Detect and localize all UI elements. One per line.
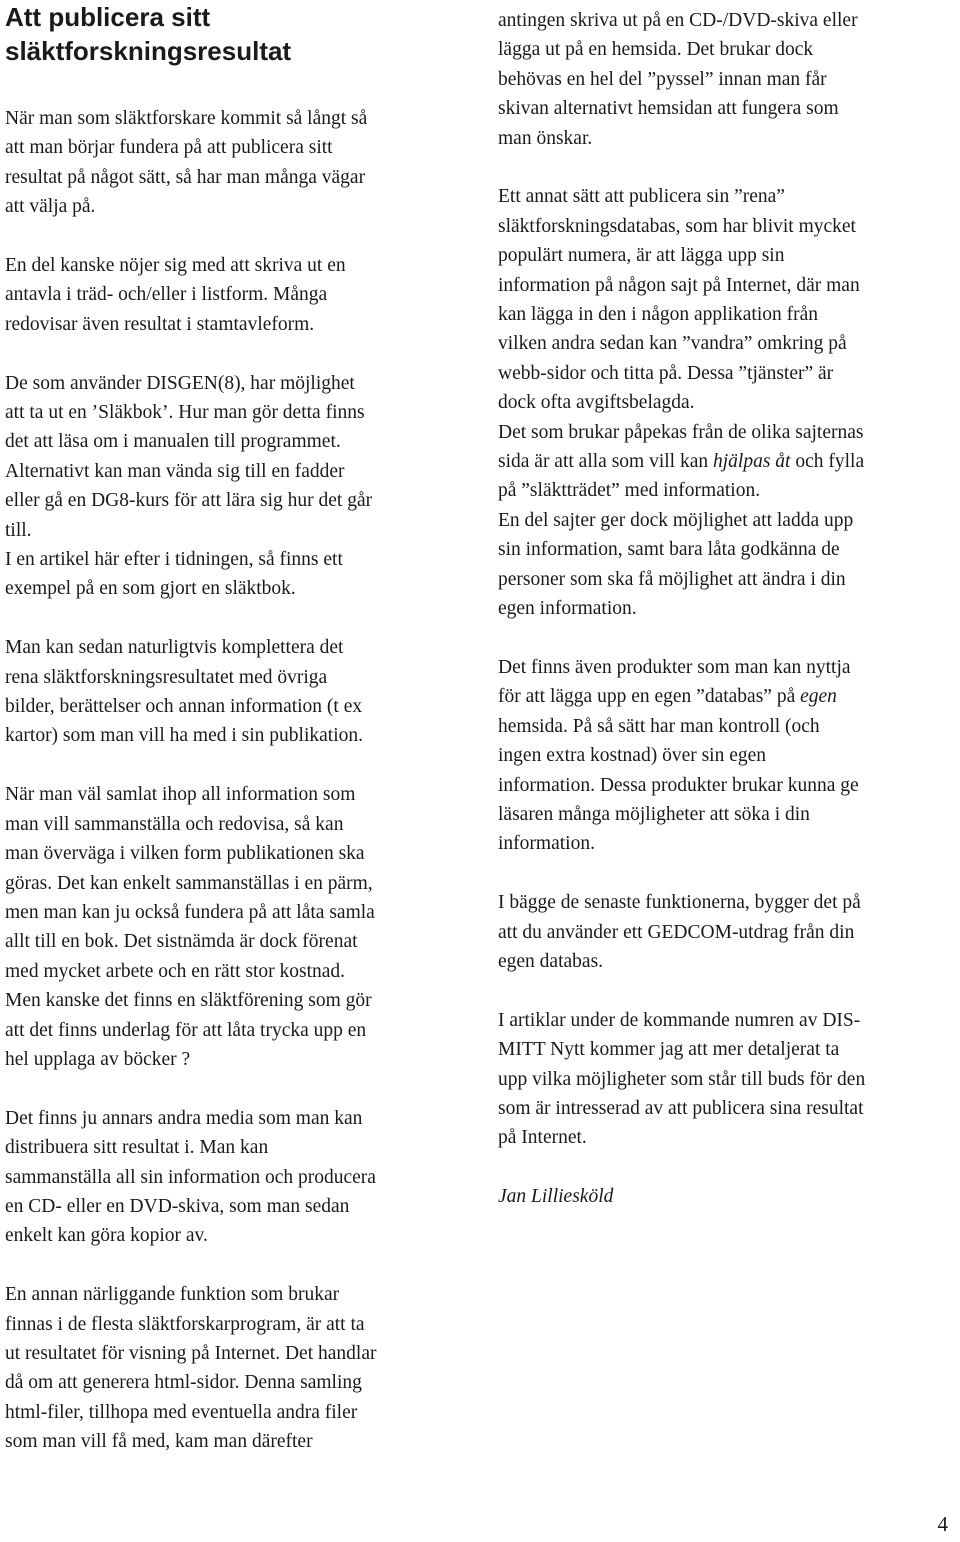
text-segment: och fylla på ”släktträdet” med information. En del sajter ger dock möjlighet att ladda upp sin information, samt bara låta godkänna de personer som ska få möjlighet att ändra i din egen information. (498, 451, 865, 620)
paragraph-disgen: De som använder DISGEN(8), har möjlighet att ta ut en ’Släkbok’. Hur man gör detta finns det att läsa om i manualen till programmet. Alternativt kan man vända sig till en fadder eller gå en DG8-kurs för att lära sig hur det går till. I en artikel här efter i tidningen, så finns ett exempel på en som gjort en släktbok. (5, 372, 373, 600)
left-column (5, 0, 480, 1457)
paragraph-sajt: Ett annat sätt att publicera sin ”rena” släktforskningsdatabas, som har blivit mycket populärt numera, är att lägga upp sin information på någon sajt på Internet, där man kan lägga in den i någon applikation från vilken andra sedan kan ”vandra” omkring på webb-sidor och titta på. Dessa ”tjänster” är dock ofta avgiftsbelagda. (498, 186, 860, 414)
text-segment: hemsida. På så sätt har man kontroll (och ingen extra kostnad) över sin egen information. Dessa produkter brukar kunna ge läsaren många möjligheter att söka i din information. (498, 715, 859, 855)
paragraph-gedcom: I bägge de senaste funktionerna, bygger det på att du använder ett GEDCOM-utdrag från din egen databas. (498, 892, 861, 972)
page-number: 4 (937, 1512, 948, 1536)
paragraph-artiklar: I artiklar under de kommande numren av DIS- MITT Nytt kommer jag att mer detaljerat ta upp vilka möjligheter som står till buds för den som är intresserad av att publicera sina resultat på Internet. (498, 1009, 866, 1149)
right-column (498, 0, 960, 1212)
author-signature: Jan Lilliesköld (498, 1186, 614, 1208)
article-title: Att publicera sitt släktforskningsresultat (5, 2, 292, 66)
text-segment: Det finns även produkter som man kan nyttja för att lägga upp en egen ”databas” på (498, 656, 851, 708)
paragraph-cd-dvd: antingen skriva ut på en CD-/DVD-skiva eller lägga ut på en hemsida. Det brukar dock behövas en hel del ”pyssel” innan man får skivan alternativt hemsidan att fungera som man önskar. (498, 10, 858, 149)
paragraph-internet: En annan närliggande funktion som brukar finnas i de flesta släktforskarprogram, är att ta ut resultatet för visning på Internet. Det handlar då om att generera html-sidor. Denna samling html-filer, tillhopa med eventuella andra filer som man vill få med, kam man därefter (5, 1284, 377, 1453)
paragraph-intro: När man som släktforskare kommit så långt så att man börjar fundera på att publicera sitt resultat på något sätt, så har man många vägar att välja på. (5, 108, 368, 218)
paragraph-sajternas (498, 418, 960, 624)
paragraph-produkter (498, 653, 960, 859)
paragraph-media: Det finns ju annars andra media som man kan distribuera sitt resultat i. Man kan sammanställa all sin information och producera en CD- eller en DVD-skiva, som man sedan enkelt kan göra kopior av. (5, 1107, 376, 1247)
paragraph-antavla: En del kanske nöjer sig med att skriva ut en antavla i träd- och/eller i listform. Många redovisar även resultat i stamtavleform. (5, 255, 346, 335)
text-segment: Det som brukar påpekas från de olika sajternas sida är att alla som vill kan (498, 421, 864, 473)
paragraph-komplettera: Man kan sedan naturligtvis komplettera det rena släktforskningsresultatet med övriga bilder, berättelser och annan information (t ex kartor) som man vill ha med i sin publikation. (5, 637, 363, 747)
paragraph-samlat: När man väl samlat ihop all information som man vill sammanställa och redovisa, så kan man överväga i vilken form publikationen ska göras. Det kan enkelt sammanställas i en pärm, men man kan ju också fundera på att låta samla allt till en bok. Det sistnämda är dock förenat med mycket arbete och en rätt stor kostnad. Men kanske det finns en släktförening som gör att det finns underlag för att låta trycka upp en hel upplaga av böcker ? (5, 784, 375, 1070)
emphasis-text: egen (800, 686, 837, 708)
emphasis-text: hjälpas åt (713, 451, 791, 473)
